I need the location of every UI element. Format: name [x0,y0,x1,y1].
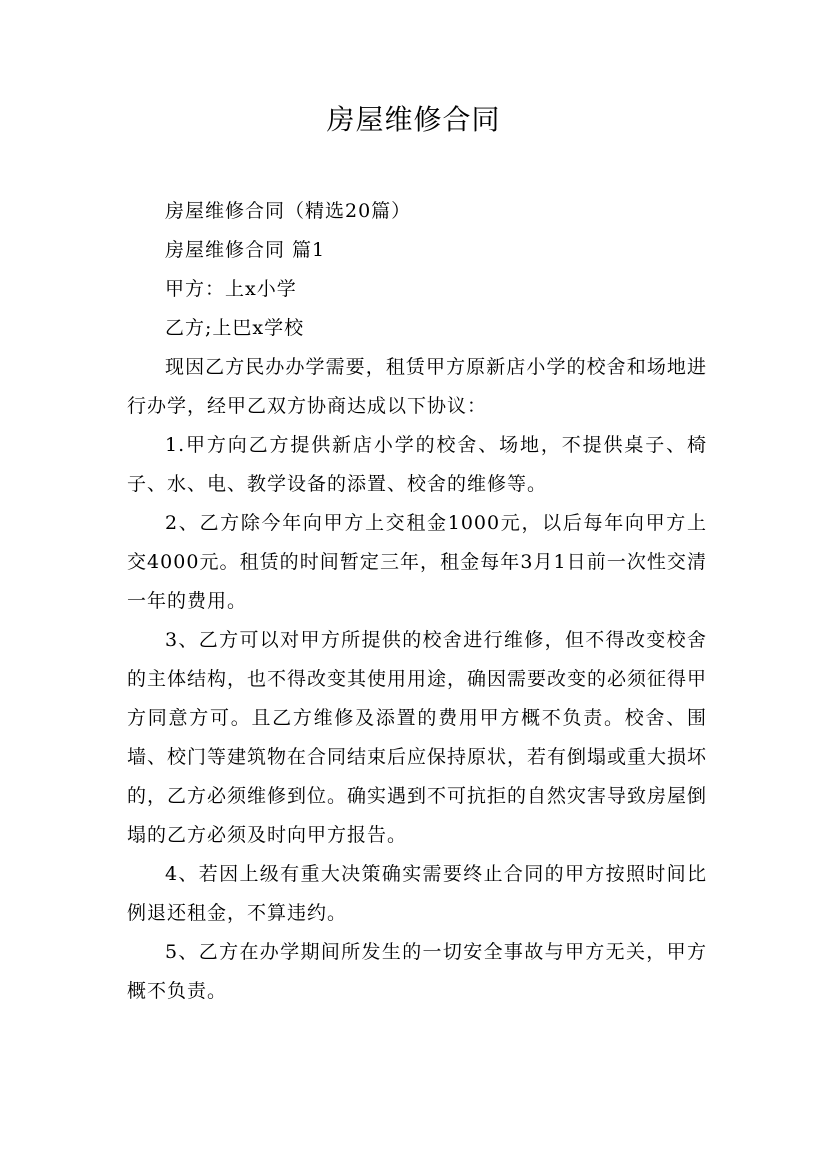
paragraph-clause-5: 5、乙方在办学期间所发生的一切安全事故与甲方无关，甲方概不负责。 [127,941,707,1002]
paragraph-party-a: 甲方：上x小学 [165,278,297,300]
paragraph-clause-3: 3、乙方可以对甲方所提供的校舍进行维修，但不得改变校舍的主体结构，也不得改变其使用用途，确因需要改变的必须征得甲方同意方可。且乙方维修及添置的费用甲方概不负责。校舍、围墙、校门等建筑物在合同结束后应保持原状，若有倒塌或重大损坏的，乙方必须维修到位。确实遇到不可抗拒的自然灾害导致房屋倒塌的乙方必须及时向甲方报告。 [127,629,708,846]
paragraph-subtitle: 房屋维修合同（精选20篇） [165,200,412,222]
paragraph-clause-4: 4、若因上级有重大决策确实需要终止合同的甲方按照时间比例退还租金，不算违约。 [127,863,707,924]
paragraph-party-b: 乙方;上巴x学校 [165,317,305,339]
paragraph-preamble: 现因乙方民办办学需要，租赁甲方原新店小学的校舍和场地进行办学，经甲乙双方协商达成以下协议： [127,356,707,417]
paragraph-clause-2: 2、乙方除今年向甲方上交租金1000元，以后每年向甲方上交4000元。租赁的时间暂定三年，租金每年3月1日前一次性交清一年的费用。 [127,512,707,612]
paragraph-clause-1: 1.甲方向乙方提供新店小学的校舍、场地，不提供桌子、椅子、水、电、教学设备的添置、校舍的维修等。 [127,434,707,495]
paragraph-section-heading: 房屋维修合同 篇1 [165,239,326,261]
document-title: 房屋维修合同 [326,103,501,136]
document-body [127,192,707,1011]
